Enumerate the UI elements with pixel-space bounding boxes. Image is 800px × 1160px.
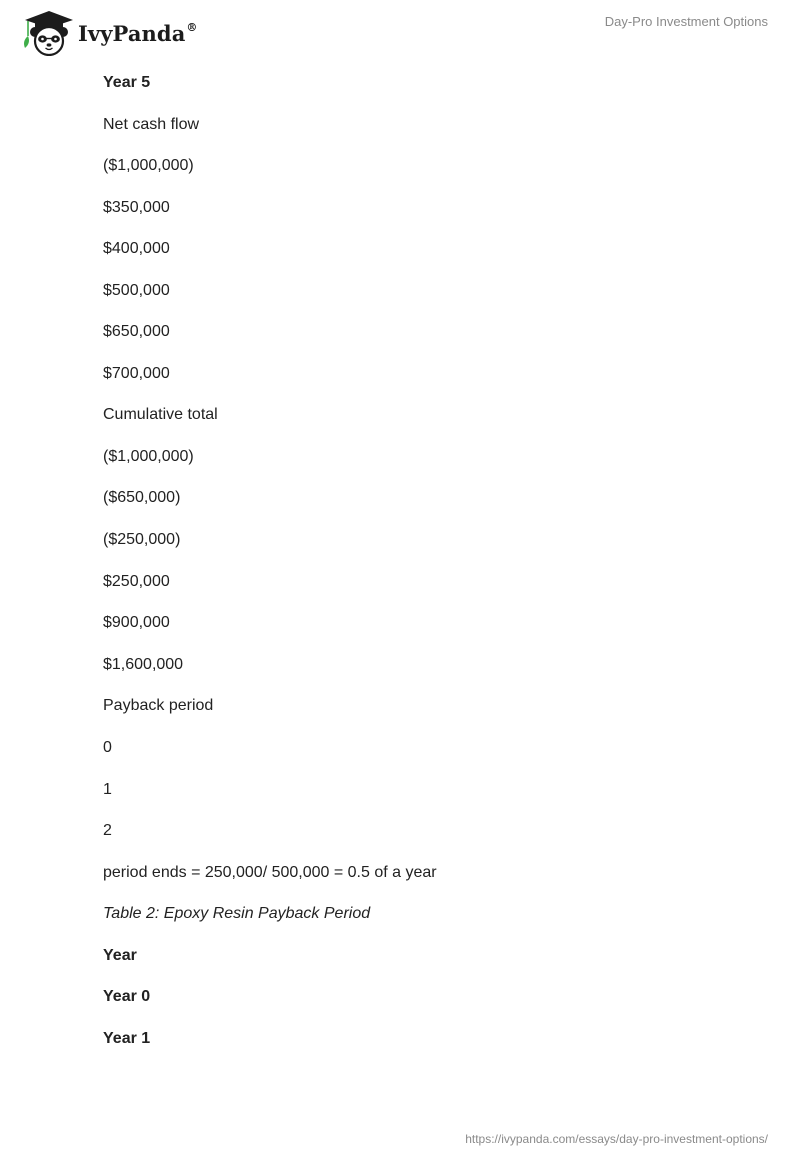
text-line: Net cash flow bbox=[103, 116, 200, 133]
text-line: Cumulative total bbox=[103, 406, 218, 423]
text-line: period ends = 250,000/ 500,000 = 0.5 of a year bbox=[103, 864, 437, 881]
registered-mark: ® bbox=[186, 20, 198, 34]
text-line: Year bbox=[103, 947, 137, 964]
text-line: $650,000 bbox=[103, 323, 170, 340]
text-line: ($650,000) bbox=[103, 489, 181, 506]
table-caption: Table 2: Epoxy Resin Payback Period bbox=[103, 905, 371, 922]
text-line: 1 bbox=[103, 781, 112, 798]
text-line: Year 1 bbox=[103, 1030, 151, 1047]
ivypanda-logo[interactable] bbox=[16, 8, 198, 56]
brand-name bbox=[78, 21, 198, 46]
text-line: Year 0 bbox=[103, 988, 151, 1005]
text-line: Payback period bbox=[103, 697, 214, 714]
text-line: ($1,000,000) bbox=[103, 157, 194, 174]
source-url[interactable]: https://ivypanda.com/essays/day-pro-investment-options/ bbox=[465, 1132, 768, 1146]
text-line: 2 bbox=[103, 822, 112, 839]
text-line: ($1,000,000) bbox=[103, 448, 194, 465]
text-line: $500,000 bbox=[103, 282, 170, 299]
text-line: Year 5 bbox=[103, 74, 151, 91]
text-line: $1,600,000 bbox=[103, 656, 184, 673]
document-title: Day-Pro Investment Options bbox=[604, 14, 768, 29]
page-header bbox=[0, 0, 800, 60]
brand-name-text: IvyPanda bbox=[78, 20, 186, 46]
text-line: $400,000 bbox=[103, 240, 170, 257]
panda-graduate-icon bbox=[16, 8, 74, 56]
text-line: 0 bbox=[103, 739, 112, 756]
text-line: ($250,000) bbox=[103, 531, 181, 548]
text-line: $250,000 bbox=[103, 573, 170, 590]
text-line: $900,000 bbox=[103, 614, 170, 631]
text-line: $350,000 bbox=[103, 199, 170, 216]
text-line: $700,000 bbox=[103, 365, 170, 382]
